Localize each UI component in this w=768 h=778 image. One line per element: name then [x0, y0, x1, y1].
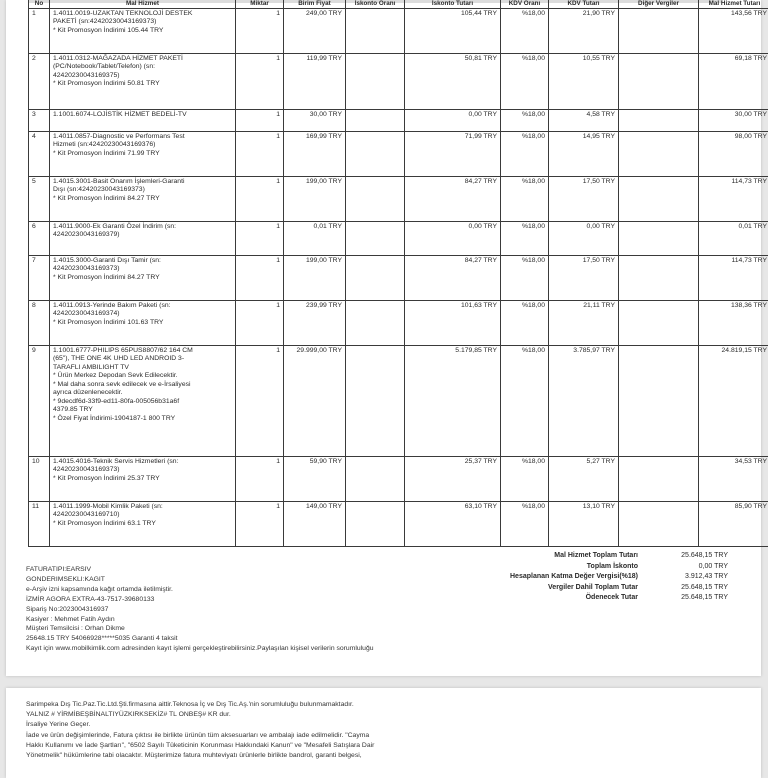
header-vat-amount: KDV Tutarı [549, 0, 619, 9]
description-line: 42420230043169375) [53, 72, 232, 80]
totals-value: 25.648,15 TRY [646, 551, 728, 562]
vat-rate-cell: %18,00 [501, 177, 549, 222]
discount-amount-cell: 5.179,85 TRY [405, 346, 501, 457]
header-other-taxes: Diğer Vergiler [619, 0, 699, 9]
invoice-items-table [28, 0, 768, 547]
totals-row [486, 572, 728, 583]
line-total-cell: 143,56 TRY [699, 9, 768, 54]
discount-rate-cell [346, 457, 405, 502]
vat-rate-cell: %18,00 [501, 256, 549, 301]
unit-price-cell: 30,00 TRY [284, 110, 346, 132]
line-total-cell: 0,01 TRY [699, 222, 768, 256]
vat-amount-cell: 13,10 TRY [549, 502, 619, 547]
totals-value: 0,00 TRY [646, 562, 728, 573]
vat-amount-cell: 3.785,97 TRY [549, 346, 619, 457]
unit-price-cell: 0,01 TRY [284, 222, 346, 256]
row-number: 1 [29, 9, 50, 54]
vat-rate-cell: %18,00 [501, 222, 549, 256]
totals-value: 3.912,43 TRY [646, 572, 728, 583]
header-vat-rate: KDV Oranı [501, 0, 549, 9]
totals-row [486, 593, 728, 604]
other-taxes-cell [619, 54, 699, 110]
delivery-method: GONDERIMSEKLI:KAGIT [26, 575, 486, 585]
other-taxes-cell [619, 9, 699, 54]
invoice-info-block [26, 565, 486, 654]
totals-label: Vergiler Dahil Toplam Tutar [486, 583, 646, 594]
description-line: * Kit Promosyon İndirimi 84.27 TRY [53, 274, 232, 282]
table-row [29, 457, 768, 502]
discount-amount-cell: 50,81 TRY [405, 54, 501, 110]
unit-price-cell: 29.999,00 TRY [284, 346, 346, 457]
description-line: * Kit Promosyon İndirimi 50.81 TRY [53, 80, 232, 88]
vat-rate-cell: %18,00 [501, 502, 549, 547]
unit-price-cell: 149,00 TRY [284, 502, 346, 547]
totals-row [486, 562, 728, 573]
other-taxes-cell [619, 346, 699, 457]
item-description [50, 9, 236, 54]
discount-amount-cell: 84,27 TRY [405, 177, 501, 222]
discount-rate-cell [346, 54, 405, 110]
other-taxes-cell [619, 301, 699, 346]
invoice-type: FATURATIPI:EARSIV [26, 565, 486, 575]
item-description [50, 110, 236, 132]
table-row [29, 177, 768, 222]
vat-amount-cell: 17,50 TRY [549, 256, 619, 301]
discount-rate-cell [346, 222, 405, 256]
invoice-page [6, 0, 761, 676]
terms-line: YALNIZ # YİRMİBEŞBİNALTIYÜZKIRKSEKİZ# TL ONBEŞ# KR dur. [26, 710, 726, 720]
row-number: 2 [29, 54, 50, 110]
description-line: 1.1001.6777-PHILIPS 65PUS8807/62 164 CM [53, 347, 232, 355]
description-line: PAKETİ (sn:42420230043169373) [53, 18, 232, 26]
vat-rate-cell: %18,00 [501, 54, 549, 110]
totals-row [486, 583, 728, 594]
row-number: 9 [29, 346, 50, 457]
totals-label: Toplam İskonto [486, 562, 646, 573]
description-line: Dışı (sn:42420230043169373) [53, 186, 232, 194]
quantity-cell: 1 [236, 9, 284, 54]
vat-amount-cell: 5,27 TRY [549, 457, 619, 502]
table-row [29, 502, 768, 547]
row-number: 3 [29, 110, 50, 132]
store-code: İZMİR AGORA EXTRA-43-7517-39680133 [26, 595, 486, 605]
description-line: * Ürün Merkez Depodan Sevk Edilecektir. [53, 372, 232, 380]
item-description [50, 457, 236, 502]
table-row [29, 132, 768, 177]
line-total-cell: 30,00 TRY [699, 110, 768, 132]
table-row [29, 9, 768, 54]
totals-value: 25.648,15 TRY [646, 593, 728, 604]
item-description [50, 132, 236, 177]
terms-line: Yönetmelik" hükümlerine tabi olacaktır. Müşterimize fatura muhteviyatı ürünlerle birlikte bandrol, garanti belgesi, [26, 751, 726, 761]
description-line: 1.4011.0019-UZAKTAN TEKNOLOJİ DESTEK [53, 10, 232, 18]
description-line: 1.4011.0913-Yerinde Bakım Paketi (sn: [53, 302, 232, 310]
description-line: 1.4011.1999-Mobil Kimlik Paketi (sn: [53, 503, 232, 511]
discount-amount-cell: 84,27 TRY [405, 256, 501, 301]
vat-rate-cell: %18,00 [501, 301, 549, 346]
discount-rate-cell [346, 301, 405, 346]
description-line: 42420230043169374) [53, 310, 232, 318]
totals-label: Ödenecek Tutar [486, 593, 646, 604]
quantity-cell: 1 [236, 256, 284, 301]
row-number: 4 [29, 132, 50, 177]
description-line: * Kit Promosyon İndirimi 84.27 TRY [53, 195, 232, 203]
table-row [29, 256, 768, 301]
table-header-row [29, 0, 768, 9]
vat-rate-cell: %18,00 [501, 346, 549, 457]
table-row [29, 301, 768, 346]
vat-amount-cell: 14,95 TRY [549, 132, 619, 177]
line-total-cell: 114,73 TRY [699, 177, 768, 222]
discount-rate-cell [346, 256, 405, 301]
discount-rate-cell [346, 346, 405, 457]
description-line: * 9decdf6d-33f9-ed11-80fa-005056b31a6f [53, 398, 232, 406]
table-row [29, 54, 768, 110]
description-line: (65"), THE ONE 4K UHD LED ANDROID 3- [53, 355, 232, 363]
description-line: * Kit Promosyon İndirimi 25.37 TRY [53, 475, 232, 483]
description-line: TARAFLI AMBILIGHT TV [53, 364, 232, 372]
line-total-cell: 114,73 TRY [699, 256, 768, 301]
table-row [29, 222, 768, 256]
archive-note: e-Arşiv izni kapsamında kağıt ortamda iletilmiştir. [26, 585, 486, 595]
discount-rate-cell [346, 132, 405, 177]
other-taxes-cell [619, 457, 699, 502]
discount-amount-cell: 0,00 TRY [405, 222, 501, 256]
line-total-cell: 24.819,15 TRY [699, 346, 768, 457]
customer-rep: Müşteri Temsilcisi : Orhan Dikme [26, 624, 486, 634]
line-total-cell: 98,00 TRY [699, 132, 768, 177]
header-line-total: Mal Hizmet Tutarı [699, 0, 768, 9]
line-total-cell: 85,90 TRY [699, 502, 768, 547]
header-discount-amount: İskonto Tutarı [405, 0, 501, 9]
unit-price-cell: 119,99 TRY [284, 54, 346, 110]
order-number: Sipariş No:2023004316937 [26, 605, 486, 615]
discount-amount-cell: 71,99 TRY [405, 132, 501, 177]
totals-value: 25.648,15 TRY [646, 583, 728, 594]
vat-amount-cell: 10,55 TRY [549, 54, 619, 110]
table-row [29, 110, 768, 132]
item-description [50, 222, 236, 256]
header-unit-price: Birim Fiyat [284, 0, 346, 9]
discount-amount-cell: 105,44 TRY [405, 9, 501, 54]
unit-price-cell: 249,00 TRY [284, 9, 346, 54]
discount-rate-cell [346, 9, 405, 54]
header-no: No [29, 0, 50, 9]
description-line: * Kit Promosyon İndirimi 105.44 TRY [53, 27, 232, 35]
description-line: 42420230043169710) [53, 511, 232, 519]
item-description [50, 301, 236, 346]
description-line: 1.4011.0312-MAĞAZADA HİZMET PAKETİ [53, 55, 232, 63]
vat-rate-cell: %18,00 [501, 457, 549, 502]
row-number: 11 [29, 502, 50, 547]
description-line: Hizmeti (sn:42420230043169376) [53, 141, 232, 149]
other-taxes-cell [619, 110, 699, 132]
quantity-cell: 1 [236, 54, 284, 110]
description-line: * Kit Promosyon İndirimi 101.63 TRY [53, 319, 232, 327]
line-total-cell: 138,36 TRY [699, 301, 768, 346]
unit-price-cell: 199,00 TRY [284, 256, 346, 301]
other-taxes-cell [619, 502, 699, 547]
quantity-cell: 1 [236, 346, 284, 457]
description-line: 4379.85 TRY [53, 406, 232, 414]
description-line: 42420230043169379) [53, 231, 232, 239]
row-number: 8 [29, 301, 50, 346]
line-total-cell: 34,53 TRY [699, 457, 768, 502]
item-description [50, 177, 236, 222]
other-taxes-cell [619, 177, 699, 222]
row-number: 10 [29, 457, 50, 502]
description-line: (PC/Notebook/Tablet/Telefon) (sn: [53, 63, 232, 71]
second-page [6, 688, 761, 778]
item-description [50, 54, 236, 110]
quantity-cell: 1 [236, 502, 284, 547]
unit-price-cell: 239,99 TRY [284, 301, 346, 346]
item-description [50, 502, 236, 547]
payment-info: 25648.15 TRY 54066928*****5035 Garanti 4 taksit [26, 634, 486, 644]
unit-price-cell: 169,99 TRY [284, 132, 346, 177]
vat-amount-cell: 4,58 TRY [549, 110, 619, 132]
vat-amount-cell: 21,11 TRY [549, 301, 619, 346]
vat-rate-cell: %18,00 [501, 132, 549, 177]
vat-amount-cell: 17,50 TRY [549, 177, 619, 222]
description-line: ayrıca düzenlenecektir. [53, 389, 232, 397]
vat-rate-cell: %18,00 [501, 9, 549, 54]
description-line: 42420230043169373) [53, 466, 232, 474]
terms-note [26, 700, 726, 761]
vat-amount-cell: 0,00 TRY [549, 222, 619, 256]
discount-amount-cell: 63,10 TRY [405, 502, 501, 547]
row-number: 6 [29, 222, 50, 256]
totals-label: Hesaplanan Katma Değer Vergisi(%18) [486, 572, 646, 583]
discount-amount-cell: 101,63 TRY [405, 301, 501, 346]
terms-line: İrsaliye Yerine Geçer. [26, 720, 726, 730]
description-line: 1.4015.4016-Teknik Servis Hizmetleri (sn: [53, 458, 232, 466]
cashier: Kasiyer : Mehmet Fatih Aydın [26, 615, 486, 625]
terms-line: İade ve ürün değişimlerinde, Fatura çıktısı ile birlikte ürünün tüm aksesuarları ve ambalajı iade edilmelidir. "Cayma [26, 731, 726, 741]
totals-block [486, 551, 728, 604]
description-line: 42420230043169373) [53, 265, 232, 273]
description-line: * Özel Fiyat İndirimi-1904187-1 800 TRY [53, 415, 232, 423]
description-line: 1.1001.6074-LOJİSTİK HİZMET BEDELİ-TV [53, 111, 232, 119]
discount-amount-cell: 25,37 TRY [405, 457, 501, 502]
description-line: * Kit Promosyon İndirimi 63.1 TRY [53, 520, 232, 528]
registration-note: Kayıt için www.mobilkimlik.com adresinden kayıt işlemi gerçekleştirebilirsiniz.Paylaşılan kişisel verilerin sorumluluğu [26, 644, 486, 654]
description-line: 1.4015.3000-Garanti Dışı Tamir (sn: [53, 257, 232, 265]
description-line: 1.4011.0857-Diagnostic ve Performans Test [53, 133, 232, 141]
totals-row [486, 551, 728, 562]
quantity-cell: 1 [236, 110, 284, 132]
quantity-cell: 1 [236, 301, 284, 346]
item-description [50, 346, 236, 457]
description-line: * Mal daha sonra sevk edilecek ve e-İrsaliyesi [53, 381, 232, 389]
terms-line: Hakkı Kullanımı ve İade Şartları", "6502 Sayılı Tüketicinin Korunması Hakkındaki Kanun" ve "Mesafeli Satışlara Dair [26, 741, 726, 751]
discount-amount-cell: 0,00 TRY [405, 110, 501, 132]
unit-price-cell: 59,90 TRY [284, 457, 346, 502]
other-taxes-cell [619, 132, 699, 177]
row-number: 7 [29, 256, 50, 301]
discount-rate-cell [346, 110, 405, 132]
vat-amount-cell: 21,90 TRY [549, 9, 619, 54]
terms-line: Sarimpeka Dış Tic.Paz.Tic.Ltd.Şti.firmasına aittir.Teknosa İç ve Dış Tic.Aş.'nin sorumluluğu bulunmamaktadır. [26, 700, 726, 710]
description-line: 1.4011.9000-Ek Garanti Özel İndirim (sn: [53, 223, 232, 231]
header-discount-rate: İskonto Oranı [346, 0, 405, 9]
quantity-cell: 1 [236, 132, 284, 177]
quantity-cell: 1 [236, 177, 284, 222]
quantity-cell: 1 [236, 457, 284, 502]
other-taxes-cell [619, 222, 699, 256]
discount-rate-cell [346, 502, 405, 547]
other-taxes-cell [619, 256, 699, 301]
description-line: 1.4015.3001-Basit Onarım İşlemleri-Garanti [53, 178, 232, 186]
item-description [50, 256, 236, 301]
header-item: Mal Hizmet [50, 0, 236, 9]
vat-rate-cell: %18,00 [501, 110, 549, 132]
description-line: * Kit Promosyon İndirimi 71.99 TRY [53, 150, 232, 158]
unit-price-cell: 199,00 TRY [284, 177, 346, 222]
header-qty: Miktar [236, 0, 284, 9]
table-row [29, 346, 768, 457]
totals-label: Mal Hizmet Toplam Tutarı [486, 551, 646, 562]
quantity-cell: 1 [236, 222, 284, 256]
line-total-cell: 69,18 TRY [699, 54, 768, 110]
row-number: 5 [29, 177, 50, 222]
discount-rate-cell [346, 177, 405, 222]
